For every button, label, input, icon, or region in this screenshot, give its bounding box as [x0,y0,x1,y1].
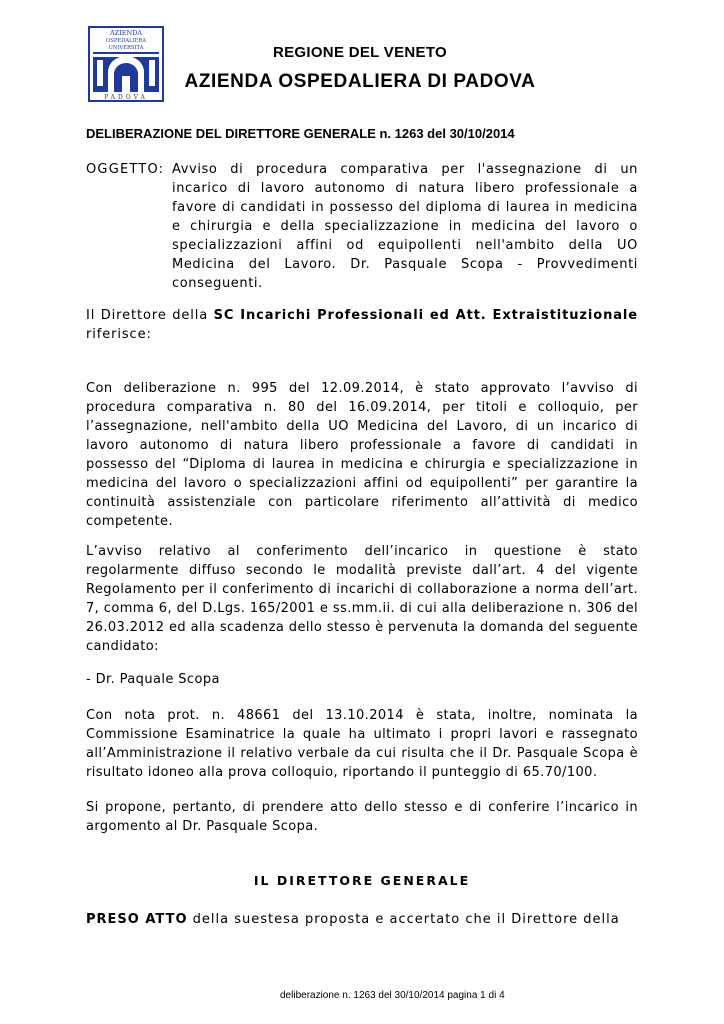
paragraph-3: Con nota prot. n. 48661 del 13.10.2014 è stata, inoltre, nominata la Commissione Esaminatrice la quale ha ultimato i propri lavori e rassegnato all’Amministrazione il relativo verbale da cui risulta che il Dr. Pasquale Scopa è risultato idoneo alla prova colloquio, riportando il punteggio di 65.70/100. [86,708,638,780]
deliberation-title: DELIBERAZIONE DEL DIRETTORE GENERALE n. 1263 del 30/10/2014 [86,126,515,141]
logo-bottom-text: PADOVA [104,94,148,101]
subject-label: OGGETTO: [86,162,165,177]
intro-suffix: riferisce: [86,327,152,342]
intro-paragraph [86,306,638,344]
candidate-line: - Dr. Paquale Scopa [86,672,220,687]
company-title: AZIENDA OSPEDALIERA DI PADOVA [184,71,536,92]
hospital-logo-icon [88,26,164,102]
logo-text-1: AZIENDA [109,29,143,37]
preso-rest: della suestesa proposta e accertato che il Direttore della [187,912,620,927]
logo-text-2: OSPEDALIERA [106,38,146,44]
hospital-logo [88,26,164,102]
paragraph-1: Con deliberazione n. 995 del 12.09.2014, è stato approvato l’avviso di procedura comparativa n. 80 del 16.09.2014, per titoli e colloquio, per l’assegnazione, nell'ambito della UO Medicina del Lavoro, di un incarico di lavoro autonomo di natura libero professionale a favore di candidati in possesso del “Diploma di laurea in medicina e chirurgia e specializzazione in medicina del lavoro o specializzazioni affini od equipollenti” per garantire la continuità assistenziale con particolare riferimento all’attività di medico competente. [86,381,638,529]
section-heading: IL DIRETTORE GENERALE [253,873,471,888]
preso-bold: PRESO ATTO [86,912,188,927]
intro-office: SC Incarichi Professionali ed Att. Extraistituzionale [213,308,638,323]
preso-paragraph [86,910,638,929]
paragraph-4: Si propone, pertanto, di prendere atto dello stesso e di conferire l’incarico in argomento al Dr. Pasquale Scopa. [86,800,638,834]
logo-text-3: UNIVERSITÀ [108,45,144,51]
paragraph-2: L’avviso relativo al conferimento dell’incarico in questione è stato regolarmente diffuso secondo le modalità previste dall’art. 4 del vigente Regolamento per il conferimento di incarichi di collaborazione a norma dell’art. 7, comma 6, del D.Lgs. 165/2001 e ss.mm.ii. di cui alla deliberazione n. 306 del 26.03.2012 ed alla scadenza dello stesso è pervenuta la domanda del seguente candidato: [86,544,638,654]
subject-text: Avviso di procedura comparativa per l'assegnazione di un incarico di lavoro autonomo di natura libero professionale a favore di candidati in possesso del diploma di laurea in medicina e chirurgia e della specializzazione in medicina del lavoro o specializzazioni affini od equipollenti nell'ambito della UO Medicina del Lavoro. Dr. Pasquale Scopa - Provvedimenti conseguenti. [172,162,638,291]
page-footer: deliberazione n. 1263 del 30/10/2014 pagina 1 di 4 [280,990,505,1001]
intro-prefix: Il Direttore della [86,308,214,323]
region-title: REGIONE DEL VENETO [272,44,448,61]
